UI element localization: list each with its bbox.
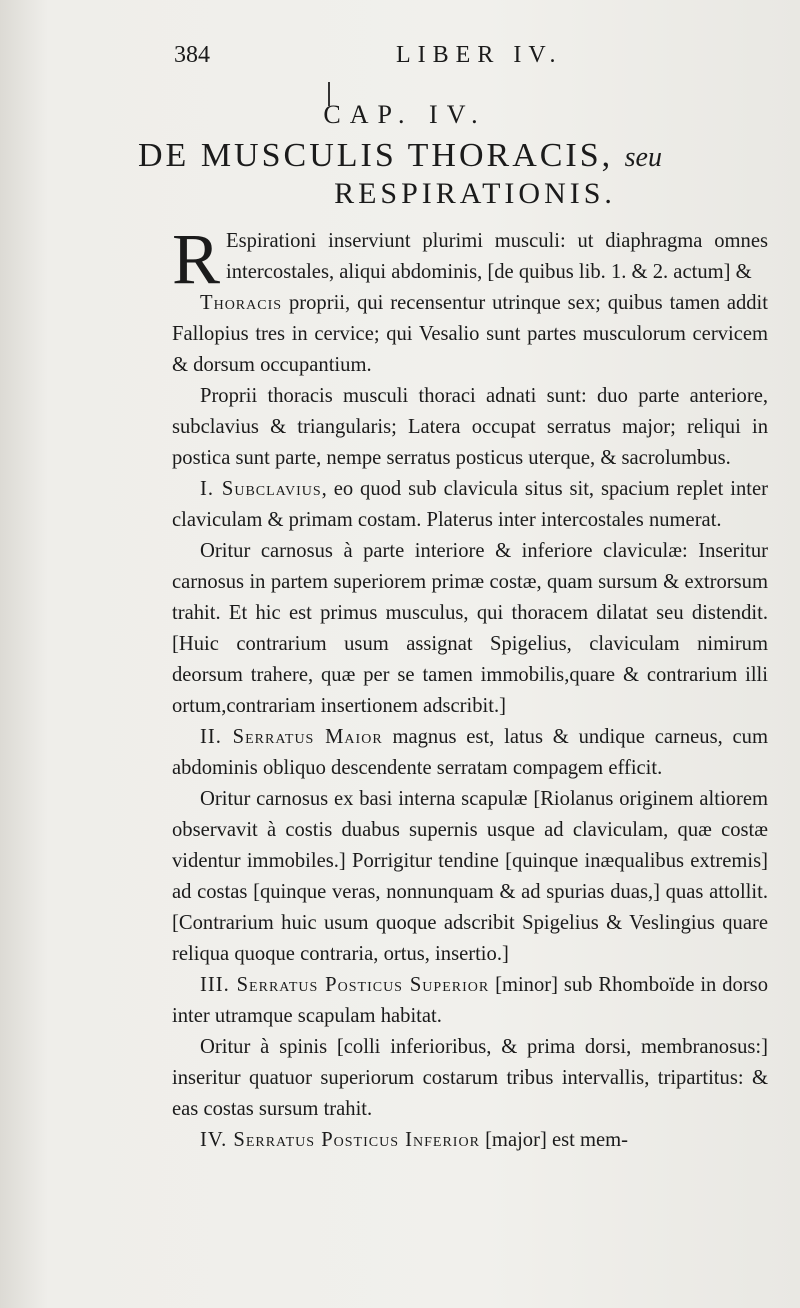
chapter-title-line-2: RESPIRATIONIS.: [334, 177, 616, 210]
chapter-title: [0, 138, 800, 212]
drop-cap: R: [172, 219, 221, 299]
running-title: LIBER IV.: [396, 42, 563, 68]
chapter-title-line-1: [0, 138, 800, 176]
paragraph-lead: II. Serratus Maior: [200, 726, 383, 748]
paragraph-8: [172, 970, 768, 1032]
paragraph-text: Proprii thoracis musculi thoraci adnati sunt: duo parte anteriore, subclavius & triangularis; Latera occupat serratus major; reliqui in postica sunt parte, nempe serratus posticus uterque, & sacrolumbus.: [172, 385, 768, 469]
paragraph-text: [minor] sub Rhomboïde in dorso inter utramque scapulam habitat.: [172, 974, 768, 1027]
running-head: [0, 40, 800, 80]
paragraph-4: [172, 474, 768, 536]
paragraph-1: [172, 219, 768, 299]
chapter-title-seu: seu: [624, 142, 662, 173]
paragraph-text: proprii, qui recensentur utrinque sex; quibus tamen addit Fallopius tres in cervice; qui Vesalio sunt partes musculorum cervicem & dorsum occupantium.: [172, 292, 768, 376]
page-number: 384: [174, 42, 210, 68]
paragraph-text: Oritur carnosus à parte interiore & inferiore claviculæ: Inseritur carnosus in partem superiorem primæ costæ, quam sursum & extrorsum trahit. Et hic est primus musculus, qui thoracem dilatat seu distendit. [Huic contrarium usum assignat Spigelius, claviculam nimirum deorsum trahere, quæ per se tamen immobilis,quare & contrarium illi ortum,contrariam insertionem adscribit.]: [172, 540, 768, 717]
paragraph-6: [172, 722, 768, 784]
chapter-title-main: DE MUSCULIS THORACIS,: [138, 137, 614, 174]
paragraph-text: Espirationi inserviunt plurimi musculi: ut diaphragma omnes intercostales, aliqui abdominis, [de quibus lib. 1. & 2. actum] &: [226, 230, 768, 283]
paragraph-lead: I. Subclavius: [200, 478, 322, 500]
paragraph-2: [172, 288, 768, 381]
paragraph-text: [major] est mem-: [479, 1129, 629, 1151]
paragraph-3: [172, 381, 768, 474]
paragraph-9: [172, 1032, 768, 1125]
paragraph-text: Oritur à spinis [colli inferioribus, & prima dorsi, membranosus:] inseritur quatuor superiorum costarum tribus intervallis, tripartitus: & eas costas sursum trahit.: [172, 1036, 768, 1120]
paragraph-text: magnus est, latus & undique carneus, cum abdominis obliquo descendente serratam compagem efficit.: [172, 726, 768, 779]
paragraph-lead: IV. Serratus Posticus Inferior: [200, 1129, 480, 1151]
paragraph-text: Oritur carnosus ex basi interna scapulæ [Riolanus originem altiorem observavit à costis duabus supernis usque ad claviculam, quæ costæ videntur immobiles.] Porrigitur tendine [quinque inæqualibus extremis] ad costas [quinque veras, nonnunquam & ad spurias duas,] quas attollit. [Contrarium huic usum quoque adscribit Spigelius & Veslingius quare reliqua quoque contraria, ortus, insertio.]: [172, 788, 768, 965]
paragraph-5: [172, 536, 768, 722]
paragraph-7: [172, 784, 768, 970]
chapter-label: CAP. IV.: [323, 100, 487, 129]
paragraph-lead: III. Serratus Posticus Superior: [200, 974, 490, 996]
paragraph-10: [172, 1125, 768, 1156]
paragraph-lead: Thoracis: [200, 292, 283, 314]
body-text: [172, 219, 768, 1156]
paragraph-text: , eo quod sub clavicula situs sit, spacium replet inter claviculam & primam costam. Platerus inter intercostales numerat.: [172, 478, 768, 531]
